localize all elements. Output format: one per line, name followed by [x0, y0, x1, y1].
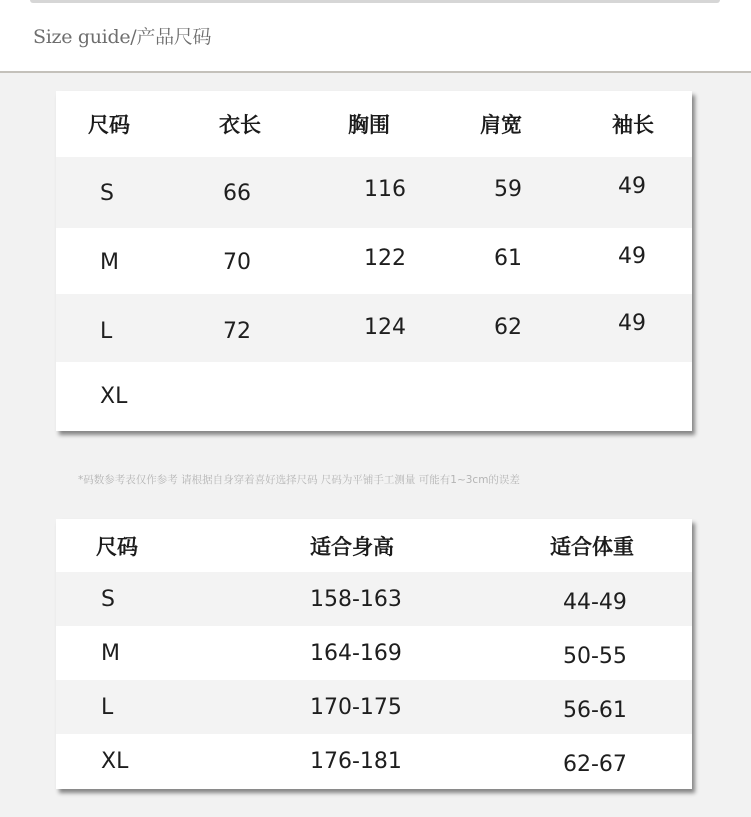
shoulder-cell: 62	[494, 314, 522, 340]
column-header-size: 尺码	[96, 534, 138, 559]
length-cell: 70	[223, 249, 251, 275]
chest-cell: 116	[364, 177, 406, 202]
height-cell: 164-169	[310, 640, 402, 666]
size-cell: S	[100, 181, 114, 206]
shoulder-cell: 61	[494, 245, 522, 271]
length-cell: 72	[223, 318, 251, 344]
table-row	[56, 572, 692, 626]
length-cell: 66	[223, 181, 251, 206]
table-row	[56, 294, 692, 362]
measurement-note: *码数参考表仅作参考 请根据自身穿着喜好选择尺码 尺码为平铺手工测量 可能有1~3cm的误差	[78, 474, 520, 486]
chest-cell: 122	[364, 245, 406, 271]
table-row	[56, 157, 692, 228]
size-cell: XL	[101, 749, 129, 774]
sleeve-cell: 49	[618, 174, 646, 199]
weight-cell: 62-67	[563, 752, 627, 777]
column-header-height: 适合身高	[310, 534, 394, 559]
table-header-row	[56, 519, 692, 572]
size-cell: L	[100, 318, 113, 344]
size-cell: M	[100, 249, 119, 275]
column-header-shoulder: 肩宽	[480, 113, 522, 137]
measurement-table	[56, 91, 692, 431]
size-cell: XL	[100, 384, 128, 409]
height-cell: 176-181	[310, 749, 402, 774]
shoulder-cell: 59	[494, 177, 522, 202]
fit-table	[56, 519, 692, 789]
table-header-row	[56, 91, 692, 157]
height-cell: 158-163	[310, 586, 402, 612]
sleeve-cell: 49	[618, 310, 646, 336]
size-cell: L	[101, 694, 114, 720]
height-cell: 170-175	[310, 694, 402, 720]
weight-cell: 56-61	[563, 697, 627, 723]
chest-cell: 124	[364, 314, 406, 340]
table-row	[56, 362, 692, 431]
column-header-length: 衣长	[219, 113, 261, 137]
top-divider	[30, 0, 720, 3]
column-header-sleeve: 袖长	[612, 113, 654, 137]
table-row	[56, 626, 692, 680]
table-row	[56, 734, 692, 789]
weight-cell: 50-55	[563, 643, 627, 669]
sleeve-cell: 49	[618, 243, 646, 269]
page-title: Size guide/产品尺码	[33, 26, 212, 48]
size-cell: M	[101, 640, 120, 666]
column-header-chest: 胸围	[348, 113, 390, 137]
weight-cell: 44-49	[563, 589, 627, 615]
table-row	[56, 228, 692, 294]
size-cell: S	[101, 586, 115, 612]
column-header-size: 尺码	[88, 113, 130, 137]
column-header-weight: 适合体重	[550, 534, 634, 559]
table-row	[56, 680, 692, 734]
page-header	[0, 0, 751, 73]
